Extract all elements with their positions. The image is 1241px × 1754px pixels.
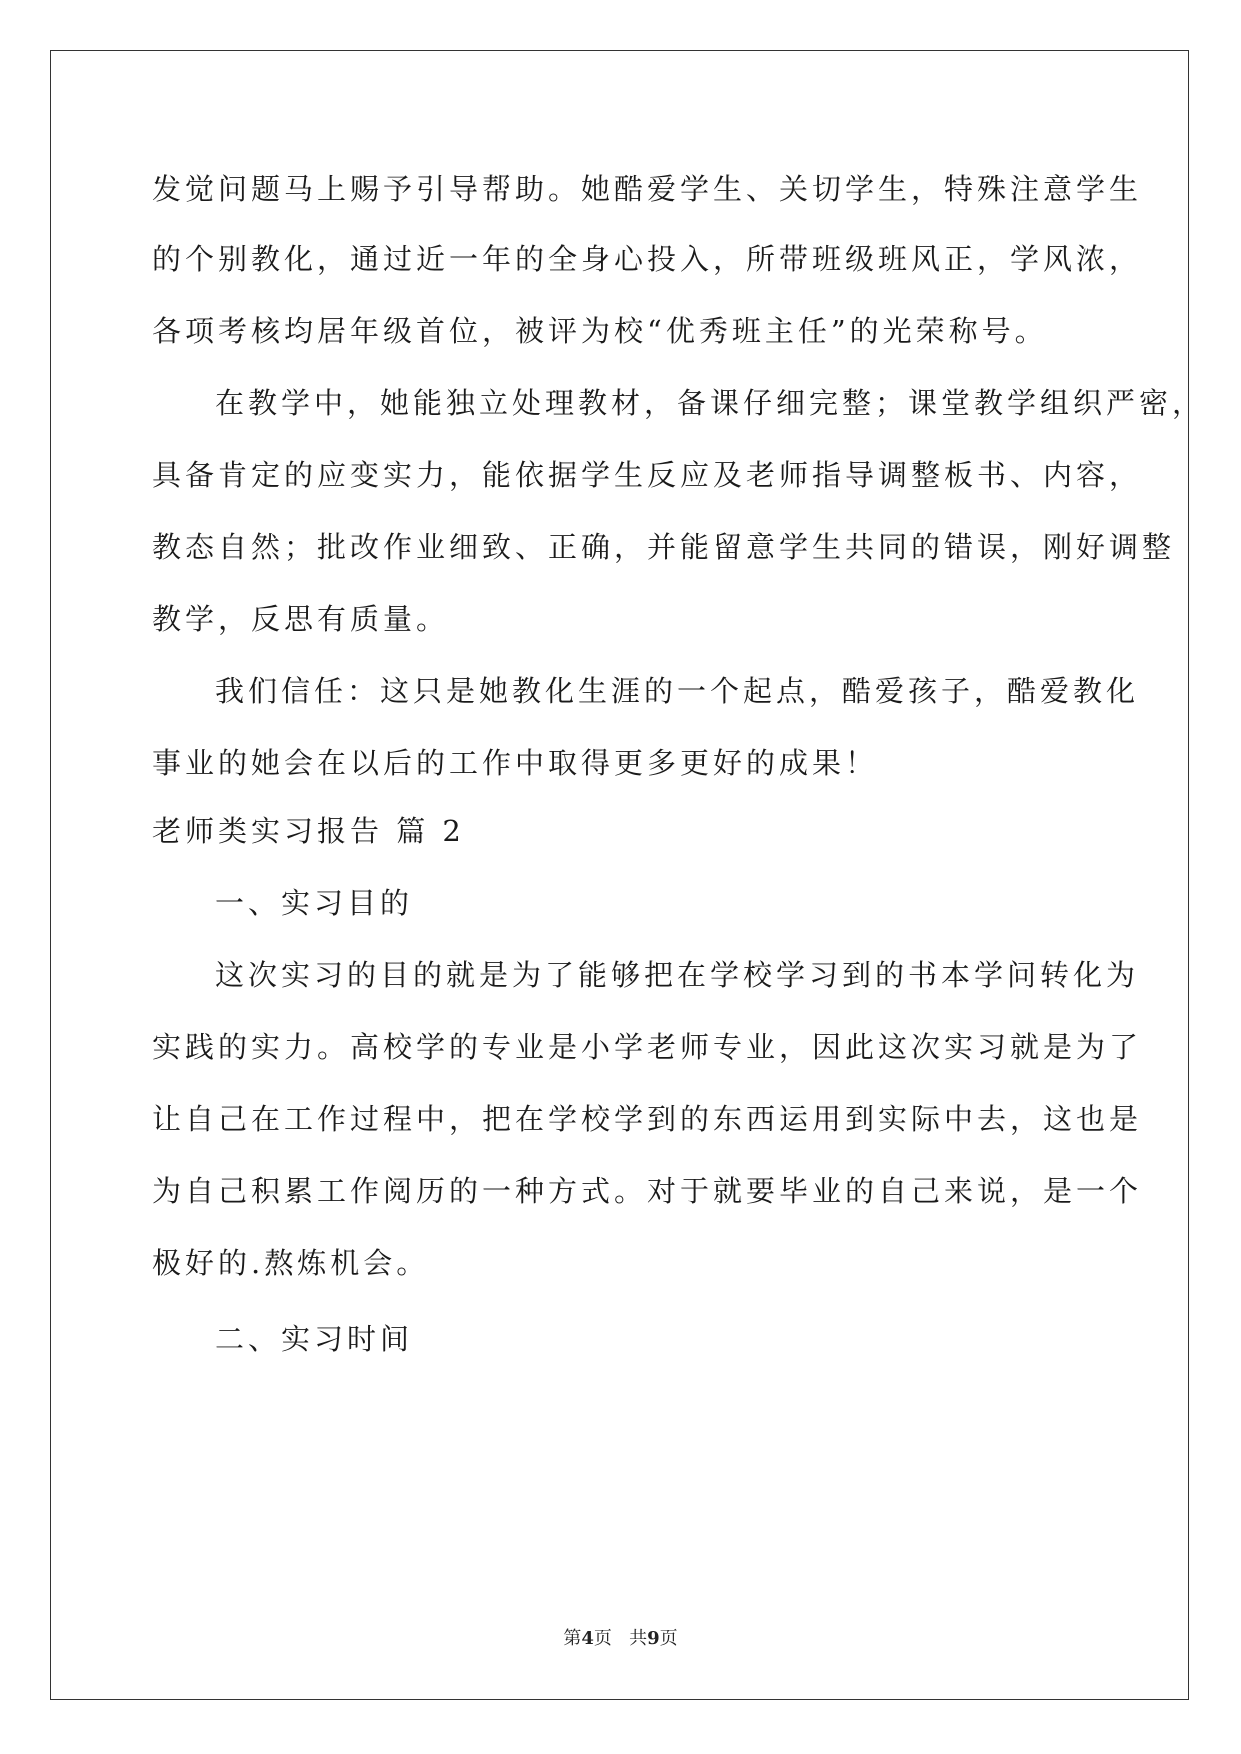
paragraph-line: 这次实习的目的就是为了能够把在学校学习到的书本学问转化为 <box>215 958 1140 992</box>
paragraph-line: 的个别教化，通过近一年的全身心投入，所带班级班风正，学风浓， <box>152 242 1143 276</box>
paragraph-line: 在教学中，她能独立处理教材，备课仔细完整；课堂教学组织严密， <box>215 386 1206 420</box>
paragraph-line: 极好的.熬炼机会。 <box>152 1246 430 1280</box>
subsection-heading: 一、实习目的 <box>215 886 414 920</box>
paragraph-line: 我们信任：这只是她教化生涯的一个起点，酷爱孩子，酷爱教化 <box>215 674 1140 708</box>
page-footer <box>0 1624 1241 1650</box>
subsection-heading: 二、实习时间 <box>215 1322 414 1356</box>
page-current: 4 <box>581 1628 594 1649</box>
paragraph-line: 事业的她会在以后的工作中取得更多更好的成果！ <box>152 746 879 780</box>
document-body <box>152 170 1206 1358</box>
paragraph-line: 各项考核均居年级首位，被评为校“优秀班主任”的光荣称号。 <box>152 314 1048 348</box>
paragraph-line: 为自己积累工作阅历的一种方式。对于就要毕业的自己来说，是一个 <box>152 1174 1143 1208</box>
paragraph-line: 教学，反思有质量。 <box>152 602 450 636</box>
footer-prefix: 第 <box>563 1628 582 1649</box>
paragraph-line: 实践的实力。高校学的专业是小学老师专业，因此这次实习就是为了 <box>152 1030 1143 1064</box>
paragraph-line: 发觉问题马上赐予引导帮助。她酷爱学生、关切学生，特殊注意学生 <box>152 172 1143 206</box>
page-total: 9 <box>647 1628 660 1649</box>
paragraph-line: 让自己在工作过程中，把在学校学到的东西运用到实际中去，这也是 <box>152 1102 1143 1136</box>
footer-suffix: 页 <box>659 1628 678 1649</box>
section-heading: 老师类实习报告 篇 2 <box>152 814 465 848</box>
footer-mid: 页 共 <box>593 1628 648 1649</box>
paragraph-line: 具备肯定的应变实力，能依据学生反应及老师指导调整板书、内容， <box>152 458 1143 492</box>
paragraph-line: 教态自然；批改作业细致、正确，并能留意学生共同的错误，刚好调整 <box>152 530 1176 564</box>
